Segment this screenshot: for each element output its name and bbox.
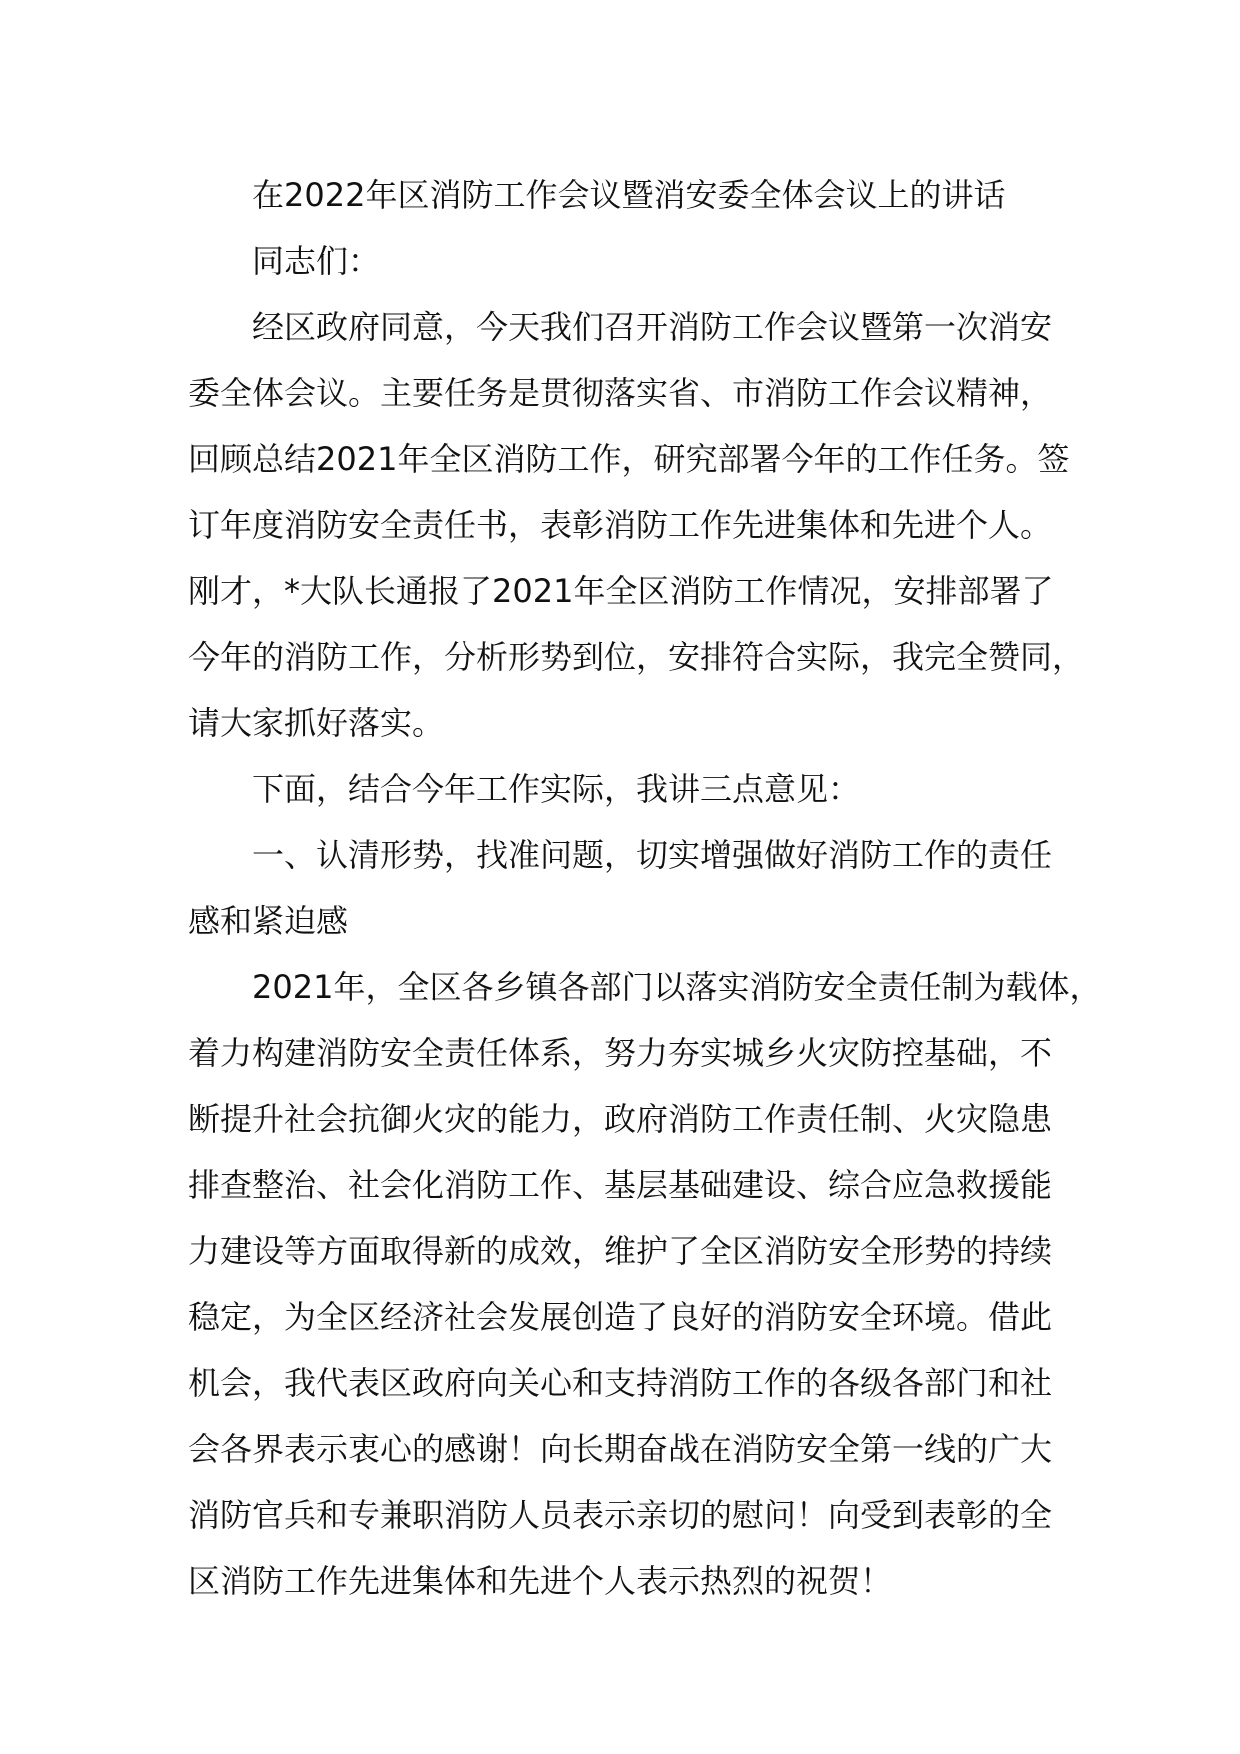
text-line: 2021年，全区各乡镇各部门以落实消防安全责任制为载体， <box>252 968 1102 1006</box>
text-line: 一、认清形势，找准问题，切实增强做好消防工作的责任 <box>252 836 1053 874</box>
text-line: 会各界表示衷心的感谢！向长期奋战在消防安全第一线的广大 <box>188 1430 1053 1468</box>
paragraph-opening <box>188 294 1088 756</box>
text-line: 订年度消防安全责任书，表彰消防工作先进集体和先进个人。 <box>188 506 1053 544</box>
text-line: 回顾总结2021年全区消防工作，研究部署今年的工作任务。签 <box>188 440 1070 478</box>
paragraph-review <box>188 954 1102 1614</box>
text-line: 排查整治、社会化消防工作、基层基础建设、综合应急救援能 <box>188 1166 1053 1204</box>
text-line: 委全体会议。主要任务是贯彻落实省、市消防工作会议精神， <box>188 374 1053 412</box>
text-line: 请大家抓好落实。 <box>188 704 445 742</box>
text-line: 经区政府同意，今天我们召开消防工作会议暨第一次消安 <box>252 308 1053 346</box>
text-line: 力建设等方面取得新的成效，维护了全区消防安全形势的持续 <box>188 1232 1053 1270</box>
text-line: 刚才，*大队长通报了2021年全区消防工作情况，安排部署了 <box>188 572 1054 610</box>
text-line: 断提升社会抗御火灾的能力，政府消防工作责任制、火灾隐患 <box>188 1100 1053 1138</box>
text-line: 着力构建消防安全责任体系，努力夯实城乡火灾防控基础，不 <box>188 1034 1053 1072</box>
paragraph-outline-intro: 下面，结合今年工作实际，我讲三点意见： <box>252 770 861 808</box>
speech-text <box>188 162 1102 1614</box>
text-line: 感和紧迫感 <box>188 902 349 940</box>
text-line: 消防官兵和专兼职消防人员表示亲切的慰问！向受到表彰的全 <box>188 1496 1053 1534</box>
salutation: 同志们： <box>252 242 381 280</box>
text-line: 今年的消防工作，分析形势到位，安排符合实际，我完全赞同， <box>188 638 1085 676</box>
text-line: 机会，我代表区政府向关心和支持消防工作的各级各部门和社 <box>188 1364 1053 1402</box>
document-title: 在2022年区消防工作会议暨消安委全体会议上的讲话 <box>252 176 1006 214</box>
text-line: 稳定，为全区经济社会发展创造了良好的消防安全环境。借此 <box>188 1298 1053 1336</box>
section-heading-1 <box>188 822 1088 954</box>
text-line: 区消防工作先进集体和先进个人表示热烈的祝贺！ <box>188 1562 893 1600</box>
